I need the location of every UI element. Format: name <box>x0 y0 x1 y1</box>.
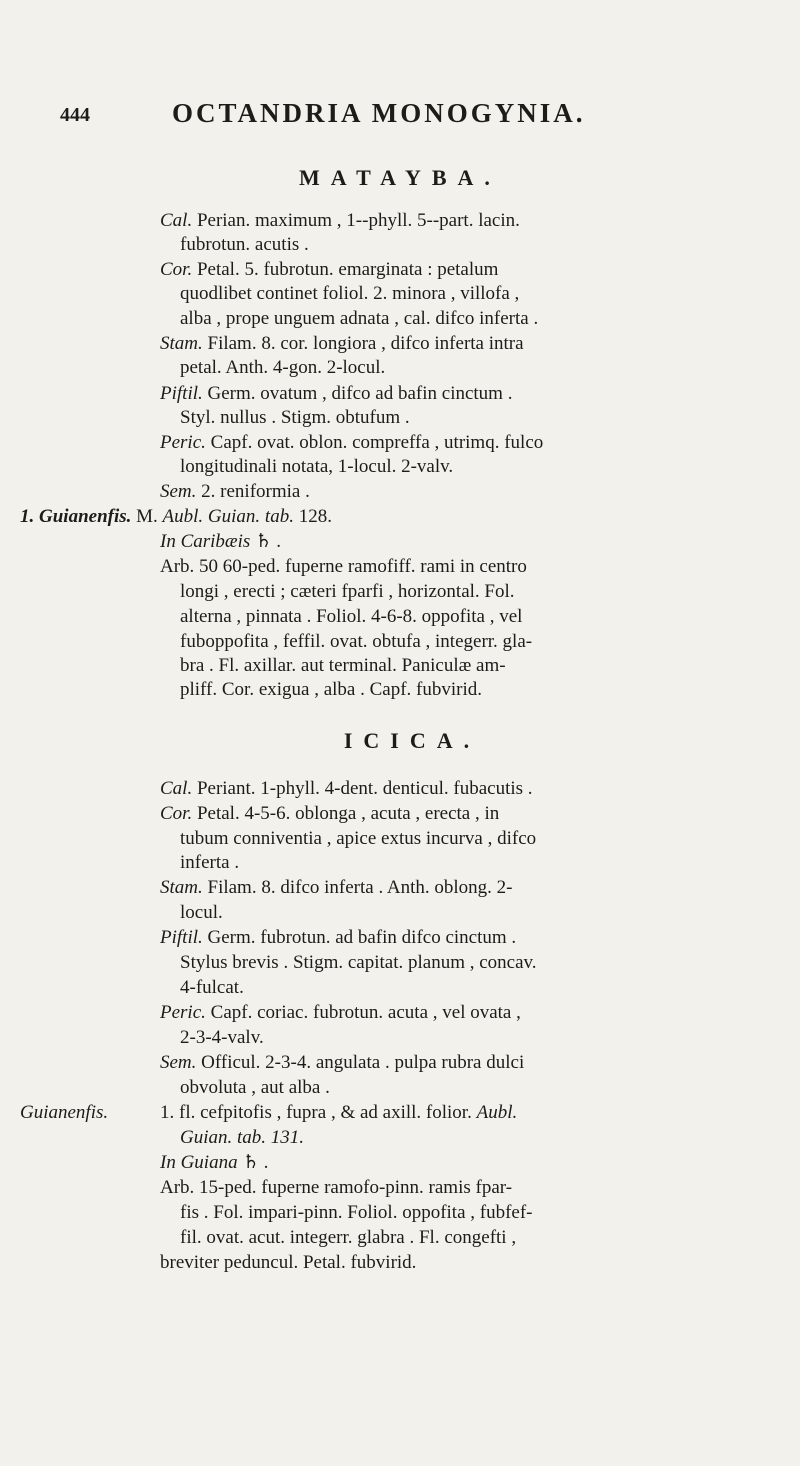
genus-title-matayba: MATAYBA. <box>299 165 501 190</box>
habitat: In Caribæis ♄ . <box>160 531 282 552</box>
desc-line: Stam. Filam. 8. cor. longiora , difco inferta intra <box>160 333 524 354</box>
desc-line: Peric. Capf. ovat. oblon. compreffa , utrimq. fulco <box>160 432 544 453</box>
desc-line: inferta . <box>180 852 240 873</box>
desc-line: quodlibet continet foliol. 2. minora , villofa , <box>180 283 520 304</box>
species-line: bra . Fl. axillar. aut terminal. Paniculæ am- <box>180 655 506 676</box>
species-line: Arb. 15-ped. fuperne ramofo-pinn. ramis fpar- <box>160 1177 513 1198</box>
desc-line: longitudinali notata, 1-locul. 2-valv. <box>180 456 454 477</box>
desc-line: Cor. Petal. 5. fubrotun. emarginata : petalum <box>160 259 499 280</box>
species-line: fil. ovat. acut. integerr. glabra . Fl. congefti , <box>180 1227 517 1248</box>
desc-line: Styl. nullus . Stigm. obtufum . <box>180 407 410 428</box>
species-line: alterna , pinnata . Foliol. 4-6-8. oppofita , vel <box>180 606 523 627</box>
desc-line: Sem. Officul. 2-3-4. angulata . pulpa rubra dulci <box>160 1052 525 1073</box>
species-line: longi , erecti ; cæteri fparfi , horizontal. Fol. <box>180 581 515 602</box>
page-number: 444 <box>60 104 90 126</box>
species-entry-guianensis: 1. Guianenfis. M. Aubl. Guian. tab. 128. <box>20 506 332 527</box>
desc-line: Cal. Periant. 1-phyll. 4-dent. denticul. fubacutis . <box>160 778 533 799</box>
species-entry-guianensis-icica: Guianenfis. 1. fl. cefpitofis , fupra , & ad axill. folior. Aubl. <box>20 1102 518 1123</box>
habitat: In Guiana ♄ . <box>160 1152 269 1173</box>
species-line: fuboppofita , feffil. ovat. obtufa , integerr. gla- <box>180 631 533 652</box>
species-line: fis . Fol. impari-pinn. Foliol. oppofita , fubfef- <box>180 1202 533 1223</box>
desc-line: Stam. Filam. 8. difco inferta . Anth. oblong. 2- <box>160 877 513 898</box>
desc-line: 4-fulcat. <box>180 977 244 998</box>
desc-line: Piftil. Germ. ovatum , difco ad bafin cinctum . <box>160 383 513 404</box>
desc-line: locul. <box>180 902 223 923</box>
species-line: pliff. Cor. exigua , alba . Capf. fubvirid. <box>180 679 483 700</box>
desc-line: Sem. 2. reniformia . <box>160 481 310 502</box>
desc-line: petal. Anth. 4-gon. 2-locul. <box>180 357 386 378</box>
species-line: breviter peduncul. Petal. fubvirid. <box>160 1252 417 1273</box>
desc-line: Piftil. Germ. fubrotun. ad bafin difco cinctum . <box>160 927 517 948</box>
desc-line: Cal. Perian. maximum , 1--phyll. 5--part. lacin. <box>160 210 520 231</box>
desc-line: Stylus brevis . Stigm. capitat. planum , concav. <box>180 952 537 973</box>
desc-line: Peric. Capf. coriac. fubrotun. acuta , vel ovata , <box>160 1002 521 1023</box>
desc-line: alba , prope unguem adnata , cal. difco inferta . <box>180 308 539 329</box>
genus-title-icica: ICICA. <box>343 728 481 753</box>
desc-line: obvoluta , aut alba . <box>180 1077 330 1098</box>
desc-line: tubum conniventia , apice extus incurva , difco <box>180 828 537 849</box>
desc-line: 2-3-4-valv. <box>180 1027 264 1048</box>
running-head: OCTANDRIA MONOGYNIA. <box>172 98 586 128</box>
desc-line: fubrotun. acutis . <box>180 234 309 255</box>
page-header <box>60 98 760 138</box>
desc-line: Cor. Petal. 4-5-6. oblonga , acuta , erecta , in <box>160 803 500 824</box>
species-ref: Guian. tab. 131. <box>180 1127 305 1148</box>
species-line: Arb. 50 60-ped. fuperne ramofiff. rami in centro <box>160 556 527 577</box>
